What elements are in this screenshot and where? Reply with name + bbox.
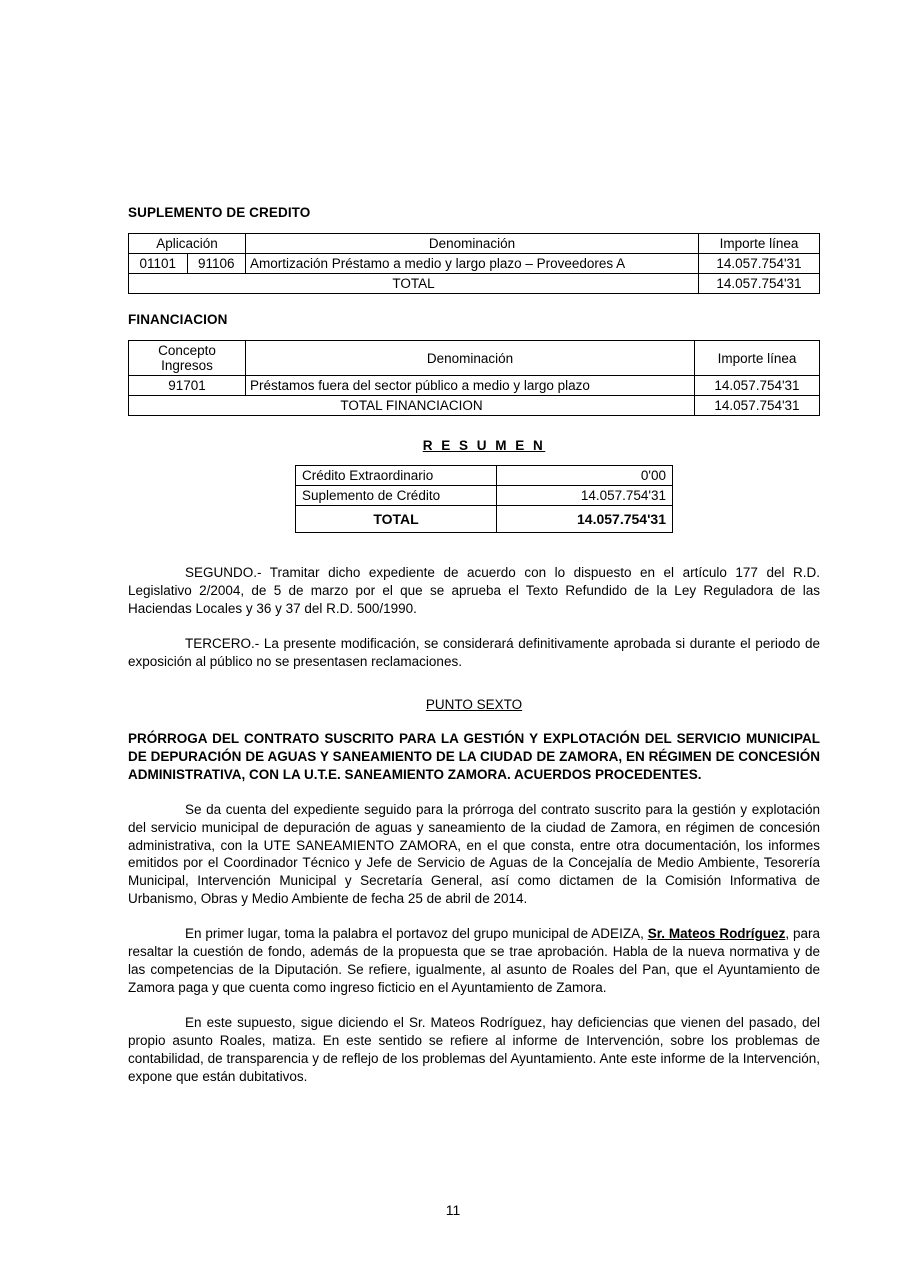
resumen-table-wrapper: [128, 465, 820, 533]
cell-aplicacion-1: 01101: [129, 254, 188, 274]
heading-punto-sexto: PUNTO SEXTO: [425, 696, 523, 712]
table-header-row: [129, 341, 820, 376]
table-row: [296, 486, 673, 506]
cell-suplemento-credito-label: Suplemento de Crédito: [296, 486, 497, 506]
cell-total-label: TOTAL: [296, 506, 497, 533]
heading-suplemento-de-credito: SUPLEMENTO DE CREDITO: [128, 205, 311, 220]
table-resumen: [295, 465, 673, 533]
table-suplemento-credito: [128, 233, 820, 294]
cell-total-label: TOTAL FINANCIACION: [129, 396, 695, 416]
paragraph-part-1: En primer lugar, toma la palabra el portavoz del grupo municipal de ADEIZA,: [185, 926, 648, 942]
heading-resumen: R E S U M E N: [422, 438, 546, 453]
cell-importe: 14.057.754'31: [699, 254, 820, 274]
paragraph-tercero: TERCERO.- La presente modificación, se considerará definitivamente aprobada si durante el periodo de exposición al público no se presentasen reclamaciones.: [128, 635, 820, 669]
table-total-row: [129, 396, 820, 416]
header-concepto-ingresos: [129, 341, 246, 376]
paragraph-part-2: , para resaltar la cuestión de fondo, además de la propuesta que se trae aprobación. Habla de la nueva normativa y de las competencias de la Diputación. Se refiere, igualmente, al asunto de Roales del Pan, que el Ayuntamiento de Zamora paga y que cuenta como ingreso ficticio en el Ayuntamiento de Zamora.: [128, 926, 821, 996]
heading-financiacion: FINANCIACION: [128, 312, 228, 327]
paragraph-expediente: Se da cuenta del expediente seguido para la prórroga del contrato suscrito para la gestión y explotación del servicio municipal de depuración de aguas y saneamiento de la ciudad de Zamora, en régimen de concesión administrativa, con la UTE SANEAMIENTO ZAMORA, en el que consta, entre otra documentación, los informes emitidos por el Coordinador Técnico y Jefe de Servicio de Aguas de la Concejalía de Medio Ambiente, Tesorería Municipal, Intervención Municipal y Secretaría General, así como dictamen de la Comisión Informativa de Urbanismo, Obras y Medio Ambiente de fecha 25 de abril de 2014.: [128, 801, 820, 907]
speaker-name: Sr. Mateos Rodríguez: [647, 926, 786, 942]
cell-suplemento-credito-value: 14.057.754'31: [497, 486, 673, 506]
table-header-row: [129, 234, 820, 254]
table-total-row: [296, 506, 673, 533]
cell-total-value: 14.057.754'31: [695, 396, 820, 416]
paragraph-segundo: SEGUNDO.- Tramitar dicho expediente de acuerdo con lo dispuesto en el artículo 177 del R.D. Legislativo 2/2004, de 5 de marzo por el que se aprueba el Texto Refundido de la Ley Reguladora de las Haciendas Locales y 36 y 37 del R.D. 500/1990.: [128, 565, 820, 616]
cell-importe: 14.057.754'31: [695, 376, 820, 396]
page-content: [128, 205, 820, 1086]
cell-aplicacion-2: 91106: [187, 254, 246, 274]
cell-credito-extraordinario-value: 0'00: [497, 466, 673, 486]
header-ingresos: Ingresos: [161, 358, 213, 373]
cell-credito-extraordinario-label: Crédito Extraordinario: [296, 466, 497, 486]
cell-denominacion: Préstamos fuera del sector público a medio y largo plazo: [246, 376, 695, 396]
page-number: 11: [445, 1202, 461, 1218]
header-importe-linea: Importe línea: [699, 234, 820, 254]
header-importe-linea: Importe línea: [695, 341, 820, 376]
cell-total-value: 14.057.754'31: [497, 506, 673, 533]
cell-denominacion: Amortización Préstamo a medio y largo plazo – Proveedores A: [246, 254, 699, 274]
header-concepto: Concepto: [158, 343, 216, 358]
header-denominacion: Denominación: [246, 234, 699, 254]
cell-total-label: TOTAL: [129, 274, 699, 294]
table-row: [296, 466, 673, 486]
header-denominacion: Denominación: [246, 341, 695, 376]
table-row: [129, 254, 820, 274]
header-aplicacion: Aplicación: [129, 234, 246, 254]
table-total-row: [129, 274, 820, 294]
cell-total-value: 14.057.754'31: [699, 274, 820, 294]
cell-concepto: 91701: [129, 376, 246, 396]
table-row: [129, 376, 820, 396]
paragraph-supuesto: En este supuesto, sigue diciendo el Sr. Mateos Rodríguez, hay deficiencias que vienen del pasado, del propio asunto Roales, matiza. En este sentido se refiere al informe de Intervención, sobre los problemas de contabilidad, de transparencia y de reflejo de los problemas del Ayuntamiento. Ante este informe de la Intervención, expone que están dubitativos.: [128, 1015, 820, 1085]
paragraph-primer-lugar: [128, 925, 820, 997]
heading-titulo-punto: PRÓRROGA DEL CONTRATO SUSCRITO PARA LA GESTIÓN Y EXPLOTACIÓN DEL SERVICIO MUNICIPAL DE DEPURACIÓN DE AGUAS Y SANEAMIENTO DE LA CIUDAD DE ZAMORA, EN RÉGIMEN DE CONCESIÓN ADMINISTRATIVA, CON LA U.T.E. SANEAMIENTO ZAMORA. ACUERDOS PROCEDENTES.: [128, 730, 820, 782]
table-financiacion: [128, 340, 820, 416]
